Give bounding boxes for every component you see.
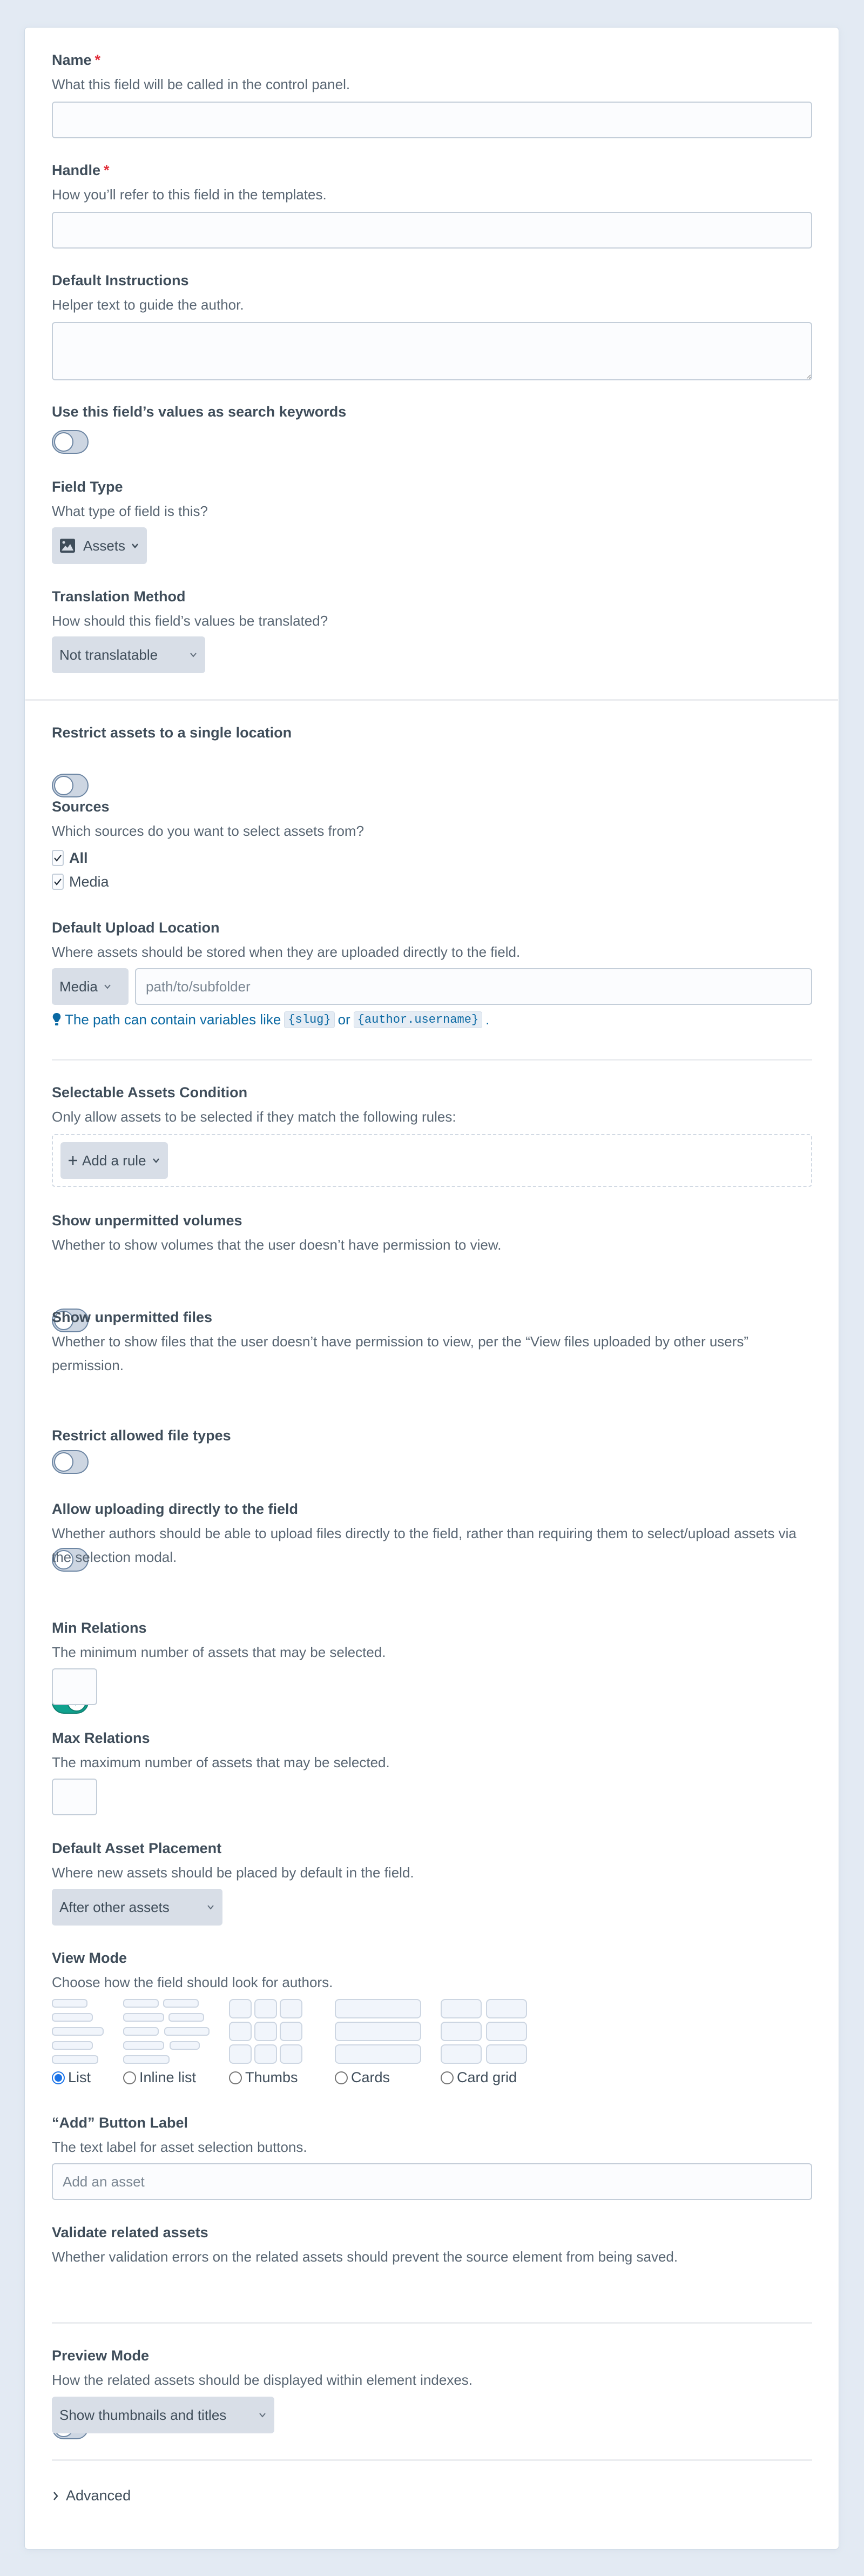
checkbox[interactable] bbox=[52, 874, 64, 890]
validate-related-label: Validate related assets bbox=[52, 2224, 208, 2240]
advanced-toggle[interactable]: Advanced bbox=[52, 2487, 131, 2504]
placement-select[interactable]: After other assets bbox=[52, 1889, 222, 1926]
source-all-checkbox[interactable]: All bbox=[52, 847, 88, 869]
required-icon: * bbox=[104, 162, 110, 178]
lightbulb-icon bbox=[52, 1012, 62, 1028]
handle-label: Handle * bbox=[52, 162, 110, 178]
upload-location-tip: The path can contain variables like {slug} or {author.username} . bbox=[52, 1011, 489, 1028]
preview-mode-label: Preview Mode bbox=[52, 2347, 150, 2364]
radio[interactable] bbox=[123, 2071, 136, 2084]
default-instructions-help: Helper text to guide the author. bbox=[52, 297, 244, 313]
radio[interactable] bbox=[52, 2071, 65, 2084]
unpermitted-files-instructions: Whether to show files that the user doesn’t have permission to view, per the “View files uploaded by other users” permission. bbox=[52, 1333, 749, 1373]
author-username-variable: {author.username} bbox=[354, 1011, 482, 1028]
sources-instructions: Which sources do you want to select assets from? bbox=[52, 823, 364, 839]
chevron-down-icon bbox=[103, 982, 112, 991]
unpermitted-volumes-label: Show unpermitted volumes bbox=[52, 1212, 242, 1229]
translation-method-label: Translation Method bbox=[52, 588, 186, 605]
name-label: Name * bbox=[52, 52, 101, 68]
view-mode-label: View Mode bbox=[52, 1950, 127, 1966]
chevron-down-icon bbox=[152, 1156, 160, 1165]
view-mode-list-radio[interactable]: List bbox=[52, 2069, 91, 2086]
view-mode-card-grid-radio[interactable]: Card grid bbox=[441, 2069, 517, 2086]
view-mode-instructions: Choose how the field should look for authors. bbox=[52, 1974, 333, 1990]
chevron-down-icon bbox=[189, 650, 198, 659]
toggle-knob bbox=[54, 432, 73, 452]
add-button-label-instructions: The text label for asset selection buttons. bbox=[52, 2139, 307, 2155]
required-icon: * bbox=[94, 52, 101, 68]
toggle-knob bbox=[54, 1452, 73, 1472]
section-divider bbox=[52, 1059, 812, 1061]
default-instructions-label: Default Instructions bbox=[52, 272, 189, 289]
field-type-instructions: What type of field is this? bbox=[52, 503, 208, 519]
sources-label: Sources bbox=[52, 799, 110, 815]
max-relations-label: Max Relations bbox=[52, 1730, 150, 1746]
section-divider bbox=[25, 699, 838, 701]
section-divider bbox=[52, 2322, 812, 2324]
allow-uploads-label: Allow uploading directly to the field bbox=[52, 1501, 299, 1517]
restrict-location-label: Restrict assets to a single location bbox=[52, 725, 292, 741]
selectable-condition-label: Selectable Assets Condition bbox=[52, 1084, 248, 1101]
upload-volume-select[interactable]: Media bbox=[52, 968, 129, 1005]
placement-instructions: Where new assets should be placed by default in the field. bbox=[52, 1864, 414, 1881]
translation-method-value: Not translatable bbox=[59, 646, 158, 663]
preview-mode-select[interactable]: Show thumbnails and titles bbox=[52, 2397, 274, 2433]
radio[interactable] bbox=[441, 2071, 454, 2084]
chevron-down-icon bbox=[206, 1903, 215, 1911]
allow-uploads-instructions: Whether authors should be able to upload files directly to the field, rather than requiring them to select/upload assets via the selection modal. bbox=[52, 1525, 796, 1565]
radio[interactable] bbox=[335, 2071, 348, 2084]
plus-icon bbox=[68, 1156, 78, 1165]
radio[interactable] bbox=[229, 2071, 242, 2084]
add-button-label-label: “Add” Button Label bbox=[52, 2115, 188, 2131]
checkmark-icon bbox=[53, 854, 62, 862]
restrict-location-toggle[interactable] bbox=[52, 774, 89, 797]
name-input[interactable] bbox=[52, 102, 812, 138]
handle-instructions: How you’ll refer to this field in the templates. bbox=[52, 186, 327, 203]
add-button-label-input[interactable] bbox=[52, 2163, 812, 2200]
max-relations-instructions: The maximum number of assets that may be selected. bbox=[52, 1754, 390, 1770]
checkbox[interactable] bbox=[52, 850, 64, 866]
unpermitted-files-toggle[interactable] bbox=[52, 1450, 89, 1474]
field-type-select[interactable] bbox=[52, 527, 147, 564]
min-relations-label: Min Relations bbox=[52, 1620, 147, 1636]
checkmark-icon bbox=[53, 878, 62, 886]
field-type-label: Field Type bbox=[52, 479, 123, 495]
view-mode-thumbs-radio[interactable]: Thumbs bbox=[229, 2069, 298, 2086]
preview-mode-instructions: How the related assets should be displayed within element indexes. bbox=[52, 2372, 473, 2388]
handle-input[interactable] bbox=[52, 212, 812, 249]
default-instructions-textarea[interactable] bbox=[52, 322, 812, 380]
image-icon bbox=[59, 538, 76, 553]
validate-related-instructions: Whether validation errors on the related assets should prevent the source element from being saved. bbox=[52, 2249, 678, 2265]
field-type-value: Assets bbox=[83, 537, 126, 554]
search-keywords-label: Use this field’s values as search keywords bbox=[52, 404, 347, 420]
upload-location-label: Default Upload Location bbox=[52, 920, 220, 936]
chevron-down-icon bbox=[131, 541, 139, 550]
selectable-condition-instructions: Only allow assets to be selected if they match the following rules: bbox=[52, 1109, 456, 1125]
add-rule-button[interactable]: Add a rule bbox=[60, 1142, 168, 1179]
section-divider bbox=[52, 2459, 812, 2461]
min-relations-input[interactable] bbox=[52, 1668, 97, 1705]
unpermitted-volumes-instructions: Whether to show volumes that the user doesn’t have permission to view. bbox=[52, 1237, 502, 1253]
max-relations-input[interactable] bbox=[52, 1779, 97, 1815]
restrict-file-types-label: Restrict allowed file types bbox=[52, 1427, 231, 1444]
translation-method-instructions: How should this field’s values be translated? bbox=[52, 613, 328, 629]
chevron-right-icon bbox=[52, 2491, 59, 2501]
view-mode-cards-radio[interactable]: Cards bbox=[335, 2069, 390, 2086]
search-keywords-toggle[interactable] bbox=[52, 430, 89, 454]
min-relations-instructions: The minimum number of assets that may be selected. bbox=[52, 1644, 386, 1660]
chevron-down-icon bbox=[258, 2411, 267, 2419]
toggle-knob bbox=[54, 776, 73, 795]
translation-method-select[interactable] bbox=[52, 636, 205, 673]
upload-subpath-input[interactable] bbox=[135, 968, 812, 1005]
slug-variable: {slug} bbox=[284, 1011, 334, 1028]
name-instructions: What this field will be called in the control panel. bbox=[52, 76, 350, 92]
source-media-checkbox[interactable]: Media bbox=[52, 871, 109, 893]
view-mode-inline-list-radio[interactable]: Inline list bbox=[123, 2069, 196, 2086]
placement-label: Default Asset Placement bbox=[52, 1840, 222, 1856]
upload-location-instructions: Where assets should be stored when they are uploaded directly to the field. bbox=[52, 944, 521, 960]
unpermitted-files-label: Show unpermitted files bbox=[52, 1309, 213, 1325]
